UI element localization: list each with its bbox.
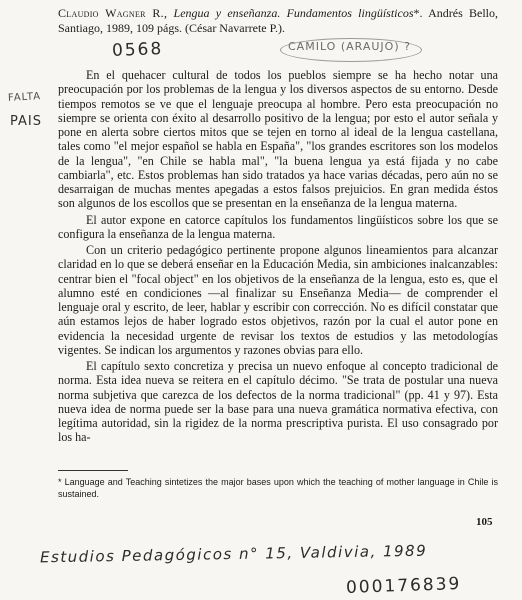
paragraph: El autor expone en catorce capítulos los fundamentos lingüísticos sobre los que se configura la enseñanza de la lengua materna.	[58, 212, 498, 241]
handwritten-citation: Estudios Pedagógicos n° 15, Valdivia, 1989	[39, 541, 428, 567]
paragraph: Con un criterio pedagógico pertinente propone algunos lineamientos para alcanzar claridad en lo que se deberá enseñar en la Educación Media, sin ambiciones inalcanzables: centrar bien el "focal object" en los objetivos de la enseñanza de la lengua, esto es, que el alumno esté en condiciones —al finalizar su Enseñanza Media— de comprender el lenguaje oral y escrito, de leer, hablar y escribir con corrección. No es difícil constatar que aún estamos lejos de haber logrado estos objetivos, razón por la cual el autor pone en evidencia la necesidad urgente de revisar los textos de estudios y las metodologías vigentes. Se indican los argumentos y razones obvias para ello.	[58, 243, 498, 357]
page-number: 105	[476, 516, 493, 528]
handwritten-number: 0568	[111, 39, 164, 61]
publication-details: *. Andrés Bello, Santiago, 1989, 109 págs. (César Navarrete P.).	[58, 6, 499, 35]
footnote-rule	[58, 470, 128, 471]
book-title: Lengua y enseñanza. Fundamentos lingüísticos	[173, 6, 414, 20]
review-header	[58, 6, 498, 36]
margin-note-falta: FALTA	[7, 91, 42, 104]
pencil-note: CAMILO (ARAUJO) ?	[288, 40, 411, 53]
archive-code: 000176839	[345, 573, 462, 599]
paragraph: El capítulo sexto concretiza y precisa un nuevo enfoque al concepto tradicional de norma. Esta idea nueva se reitera en el capítulo décimo. "Se trata de postular una nueva norma subjetiva que carezca de los defectos de la norma tradicional" (pp. 41 y 97). Esta nueva idea de norma puede ser la base para una nueva gramática normativa efectiva, con legítima autoridad, sin la rigidez de la norma prescriptiva purista. El uso consagrado por los ha-	[58, 359, 498, 445]
review-body	[58, 68, 498, 445]
author-name: Claudio Wagner R.,	[58, 6, 168, 20]
margin-note-pais: PAIS	[10, 114, 42, 129]
footnote: * Language and Teaching sintetizes the major bases upon which the teaching of mother language in Chile is sustained.	[58, 477, 498, 499]
paragraph: En el quehacer cultural de todos los pueblos siempre se ha hecho notar una preocupación por los problemas de la lengua y los diversos aspectos de su entorno. Desde tiempos remotos se ve que el lenguaje preocupa al hombre. Pero esta preocupación no siempre se orienta con éxito al desarrollo positivo de la lengua; por esto el autor señala y pone en alerta sobre ciertos mitos que se tejen en torno al ideal de la lengua castellana, tales como "el mejor español se habla en España", "los grandes escritores son los modelos de la lengua", "en Chile se habla mal", "la buena lengua ya está fijada y no cabe cambiarla", etc. Estos problemas han sido tratados ya hace varias décadas, pero aún no se desarraigan de muchas mentes apegadas a estos falsos prejuicios. En gran medida éstos son algunos de los escollos que se presentan en la enseñanza de la lengua materna.	[58, 68, 498, 211]
